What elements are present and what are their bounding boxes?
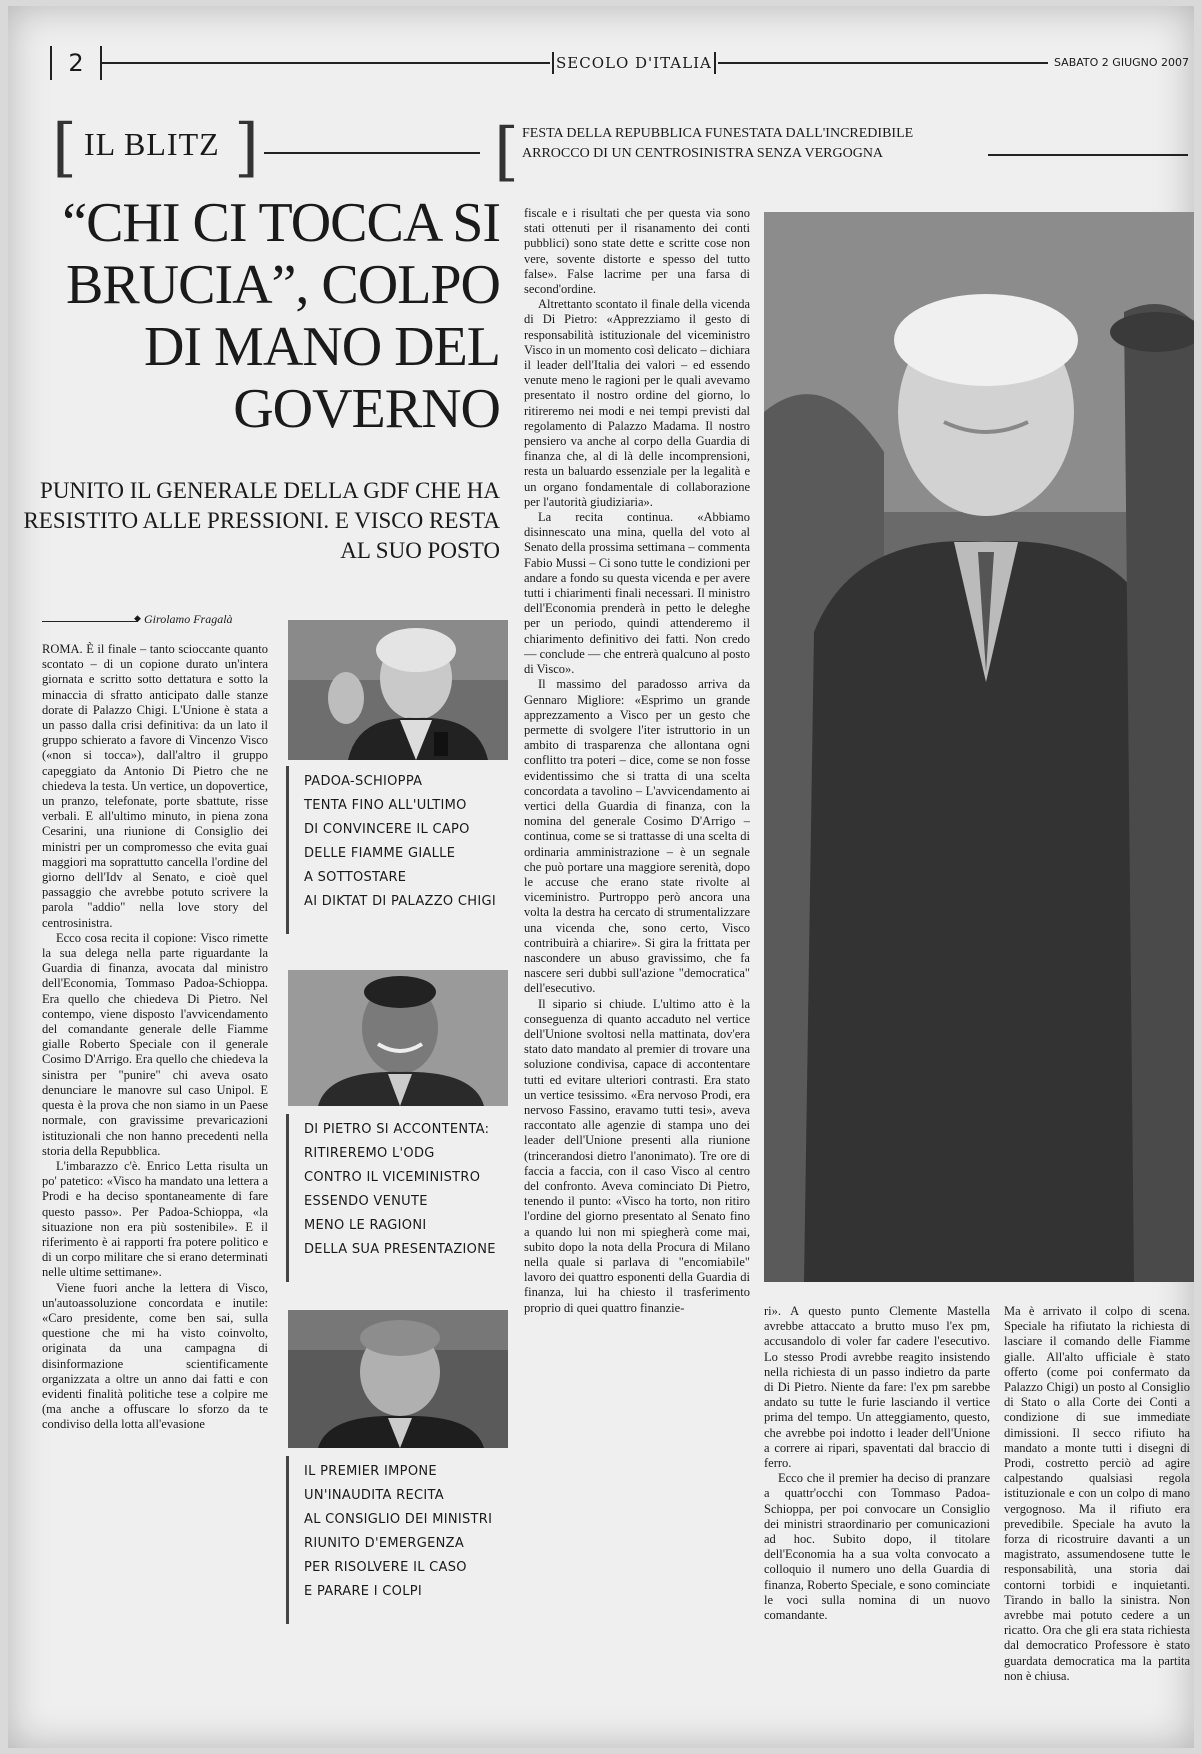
photo-di-pietro-image bbox=[288, 970, 508, 1106]
kicker-rule bbox=[988, 154, 1188, 156]
caption-line: TENTA FINO ALL'ULTIMO bbox=[304, 798, 467, 813]
section-rule bbox=[264, 152, 480, 154]
paragraph: fiscale e i risultati che per questa via sono stati ottenuti per il risanamento dei conti pubblici) sono state dette e scritte cose non vere, sovente distorte e spesso del tutto false». False lacrime per una farsa di second'ordine. bbox=[524, 206, 750, 297]
photo-padoa-schioppa-image bbox=[288, 620, 508, 760]
caption-line: MENO LE RAGIONI bbox=[304, 1218, 427, 1233]
subhead: PUNITO IL GENERALE DELLA GDF CHE HA RESISTITO ALLE PRESSIONI. E VISCO RESTA AL SUO POSTO bbox=[23, 478, 500, 563]
caption-line: UN'INAUDITA RECITA bbox=[304, 1488, 444, 1503]
caption-line: DI PIETRO SI ACCONTENTA: bbox=[304, 1122, 490, 1137]
paragraph: Il sipario si chiude. L'ultimo atto è la conseguenza di quanto accaduto nel vertice dell'Unione svoltosi nella mattinata, dov'era stato dato mandato al premier di trovare una soluzione condivisa, capace di accontentare tutti ed evitare ulteriori contrasti. Era stato un vertice tesissimo. «Era nervoso Prodi, era nervoso Fassino, eravamo tutti tesi», aveva raccontato alle agenzie di stampa uno dei leader dell'Unione presenti alla riunione (trincerandosi dietro l'anonimato). Tre ore di faccia a faccia, con il caso Visco al centro del confronto. Aveva cominciato Di Pietro, tenendo il punto: «Visco ha torto, non ritiro l'ordine del giorno presentato al Senato fino a quando lui non mi spiegherà come mai, subito dopo la nota della Procura di Milano nella quale si parlava di "encomiabile" lavoro dei quattro esponenti della Guardia di finanza, lui ha chiesto il trasferimento proprio di quei quattro finanzie- bbox=[524, 996, 750, 1315]
headline: “CHI CI TOCCA SI BRUCIA”, COLPO DI MANO DEL GOVERNO bbox=[62, 192, 500, 440]
masthead-divider bbox=[714, 52, 716, 74]
paragraph: La recita continua. «Abbiamo disinnescato una mina, quella del voto al Senato della prossima settimana – commenta Fabio Mussi – Ci sono tutte le condizioni per andare a fondo su questa vicenda e per avere tutti i chiarimenti finali necessari. Il ministro dell'Economia prenderà in petto le deleghe per un periodo, quindi attenderemo il chiarimento definitivo dei fatti. Non credo — conclude — che entrerà qualcuno al posto di Visco». bbox=[524, 510, 750, 677]
caption-line: IL PREMIER IMPONE bbox=[304, 1464, 437, 1479]
photo-visco bbox=[764, 212, 1194, 1282]
newspaper-page bbox=[8, 6, 1194, 1748]
caption-rule bbox=[286, 766, 289, 934]
photo-prodi bbox=[288, 1310, 508, 1448]
byline-diamond-icon: ◆ bbox=[134, 614, 141, 624]
caption-line: AI DIKTAT DI PALAZZO CHIGI bbox=[304, 894, 496, 909]
masthead-date: SABATO 2 GIUGNO 2007 bbox=[1054, 56, 1190, 69]
paragraph: Viene fuori anche la lettera di Visco, un'autoassoluzione concordata e inutile: «Caro presidente, come ben sai, sulla questione che mi ha visto coinvolto, originata da una campagna di disinformazione scientificamente organizzata a oltre un anno dai fatti e con evidenti finalità politiche tese a colpire me (ma anche a offuscare lo sforzo da te condiviso della lotta all'evasione bbox=[42, 1280, 268, 1432]
masthead-rule-right bbox=[718, 62, 1048, 64]
masthead-rule-left bbox=[100, 62, 550, 64]
photo-caption-3 bbox=[304, 1460, 514, 1604]
photo-caption-1 bbox=[304, 770, 514, 914]
caption-line: DELLA SUA PRESENTAZIONE bbox=[304, 1242, 496, 1257]
caption-rule bbox=[286, 1114, 289, 1282]
article-column-3 bbox=[764, 1304, 990, 1706]
paragraph: Ecco che il premier ha deciso di pranzare a quattr'occhi con Tommaso Padoa-Schioppa, per poi convocare un Consiglio dei ministri straordinario per comunicazioni ad hoc. Subito dopo, il titolare dell'Economia ha a sua volta convocato a colloquio il numero uno della Guardia di finanza, Roberto Speciale, e sono cominciate le voci sulla nomina di un nuovo comandante. bbox=[764, 1471, 990, 1623]
caption-line: E PARARE I COLPI bbox=[304, 1584, 423, 1599]
photo-padoa-schioppa bbox=[288, 620, 508, 760]
caption-line: AL CONSIGLIO DEI MINISTRI bbox=[304, 1512, 493, 1527]
caption-line: RITIREREMO L'ODG bbox=[304, 1146, 435, 1161]
caption-line: CONTRO IL VICEMINISTRO bbox=[304, 1170, 481, 1185]
article-column-2 bbox=[524, 206, 750, 1706]
caption-line: A SOTTOSTARE bbox=[304, 870, 407, 885]
page-number: 2 bbox=[50, 46, 102, 80]
byline-rule bbox=[42, 621, 138, 622]
paragraph: Ecco cosa recita il copione: Visco rimette la sua delega nella parte riguardante la Guardia di finanza, avocata dal ministro dell'Economia, Tommaso Padoa-Schioppa. Era quello che chiedeva Di Pietro. Nel contempo, viene disposto l'avvicendamento del comandante generale delle Fiamme gialle Roberto Speciale con il generale Cosimo D'Arrigo. Era quello che chiedeva la sinistra per "punire" chi aveva osato denunciare le manovre sul caso Unipol. E questa è la prova che non siamo in un Paese normale, con gravissime prevaricazioni istituzionali che non hanno precedenti nella storia della Repubblica. bbox=[42, 930, 268, 1158]
photo-prodi-image bbox=[288, 1310, 508, 1448]
kicker-line-2: ARROCCO DI UN CENTROSINISTRA SENZA VERGOGNA bbox=[522, 146, 884, 161]
photo-visco-image bbox=[764, 212, 1194, 1282]
masthead-paper-name: SECOLO D'ITALIA bbox=[556, 54, 712, 72]
caption-line: DI CONVINCERE IL CAPO bbox=[304, 822, 470, 837]
paragraph: ri». A questo punto Clemente Mastella avrebbe attaccato a brutto muso l'ex pm, accusandolo di voler far cadere l'esecutivo. Lo stesso Prodi avrebbe reagito insistendo nella richiesta di un passo indietro da parte di Di Pietro. Niente da fare: l'ex pm sarebbe andato su tutte le furie lasciando il vertice prima del tempo. Un atteggiamento, questo, che avrebbe poi indotto i leader dell'Unione a correre ai ripari, spaventati dal braccio di ferro. bbox=[764, 1304, 990, 1471]
photo-caption-2 bbox=[304, 1118, 514, 1262]
kicker-line-1: FESTA DELLA REPUBBLICA FUNESTATA DALL'INCREDIBILE bbox=[522, 126, 914, 141]
kicker-bracket: [ bbox=[494, 115, 519, 189]
photo-di-pietro bbox=[288, 970, 508, 1106]
masthead-divider bbox=[552, 52, 554, 74]
section-bracket-close: ] bbox=[234, 111, 259, 185]
caption-line: DELLE FIAMME GIALLE bbox=[304, 846, 456, 861]
article-column-4 bbox=[1004, 1304, 1190, 1706]
section-bracket-open: [ bbox=[52, 111, 77, 185]
paragraph: L'imbarazzo c'è. Enrico Letta risulta un po' patetico: «Visco ha mandato una lettera a Prodi e ha deciso spontaneamente di fare questo passo». Per Padoa-Schioppa, «la situazione non era più sostenibile». E il riferimento è ai rapporti fra potere politico e di un corpo militare che si erano determinati nelle ultime settimane». bbox=[42, 1158, 268, 1280]
byline: Girolamo Fragalà bbox=[144, 612, 233, 626]
caption-line: ESSENDO VENUTE bbox=[304, 1194, 428, 1209]
article-column-1 bbox=[42, 642, 268, 1708]
caption-line: PADOA-SCHIOPPA bbox=[304, 774, 423, 789]
caption-line: RIUNITO D'EMERGENZA bbox=[304, 1536, 465, 1551]
paragraph: ROMA. È il finale – tanto scioccante quanto scontato – di un copione durato un'intera giornata e scritto sotto dettatura e sotto la minaccia di sfratto anticipato dalle stanze dorate di Palazzo Chigi. L'Unione è stata a un passo dalla crisi definitiva: da un lato il gruppo schierato a favore di Vincenzo Visco («non si tocca»), dall'altro il gruppo capeggiato da Antonio Di Pietro che ne chiedeva la testa. Un vertice, un dopovertice, un pranzo, telefonate, porte sbattute, risse verbali. E all'ultimo minuto, in piena zona Cesarini, una riunione di Consiglio dei ministri per un compromesso che evita guai maggiori ma soprattutto cancella l'ordine del giorno dell'Idv al Senato, e cioè quel passaggio che avrebbe potuto scrivere la parola "addio" nella love story del centrosinistra. bbox=[42, 642, 268, 930]
paragraph: Il massimo del paradosso arriva da Gennaro Migliore: «Esprimo un grande apprezzamento a Visco per un gesto che permette di svolgere l'iter istruttorio in un ambito di trasparenza che allontana ogni conflitto tra poteri – dice, come se non fosse evidentissimo che si tratta di una scelta concordata a tavolino – L'avvicendamento ai vertici della Guardia di finanza, con la nomina del generale Cosimo D'Arrigo – continua, come se si trattasse di una scelta di ordinaria amministrazione – è un segnale che può portare una maggiore serenità, dopo le accuse che erano state rivolte al viceministro. Purtroppo però ancora una volta la destra ha cercato di strumentalizzare una vicenda che, sono certo, Visco contribuirà a chiarire». Si gira la frittata per nascondere un abuso gravissimo, che fa nascere seri dubbi sull'azione "democratica" dell'esecutivo. bbox=[524, 677, 750, 996]
section-tag: IL BLITZ bbox=[84, 126, 220, 162]
paragraph: Altrettanto scontato il finale della vicenda di Di Pietro: «Apprezziamo il gesto di responsabilità istituzionale del viceministro Visco in un momento così delicato – dichiara il leader dell'Italia dei valori – ed essendo venute meno le ragioni per le quali avevamo presentato il nostro ordine del giorno, lo ritireremo nei modi e nei tempi previsti dal regolamento di Palazzo Madama. Il nostro pensiero va anche al corpo della Guardia di finanza che, al di là delle incomprensioni, resta un baluardo essenziale per la legalità e un organo fondamentale di collaborazione per l'autorità giudiziaria». bbox=[524, 297, 750, 509]
caption-rule bbox=[286, 1456, 289, 1624]
paragraph: Ma è arrivato il colpo di scena. Speciale ha rifiutato la richiesta di lasciare il comando delle Fiamme gialle. All'alto ufficiale è stato offerto (come poi confermato da Palazzo Chigi) un posto al Consiglio di Stato o alla Corte dei Conti a condizione di sue immediate dimissioni. Il secco rifiuto ha mandato a monte tutti i disegni di Prodi, costretto perciò ad agire calpestando qualsiasi regola istituzionale e con un colpo di mano vergognoso. Ma il rifiuto era prevedibile. Speciale ha avuto la forza di ricostruire davanti a un magistrato, assumendosene tutte le responsabilità, una storia dai contorni torbidi e inquietanti. Tirando in ballo la sinistra. Non avrebbe mai potuto cedere a un ricatto. Ora che gli era stata richiesta dal democratico Professore è stato guardata democratica ma la partita non è chiusa. bbox=[1004, 1304, 1190, 1683]
caption-line: PER RISOLVERE IL CASO bbox=[304, 1560, 467, 1575]
kicker bbox=[522, 124, 1002, 164]
